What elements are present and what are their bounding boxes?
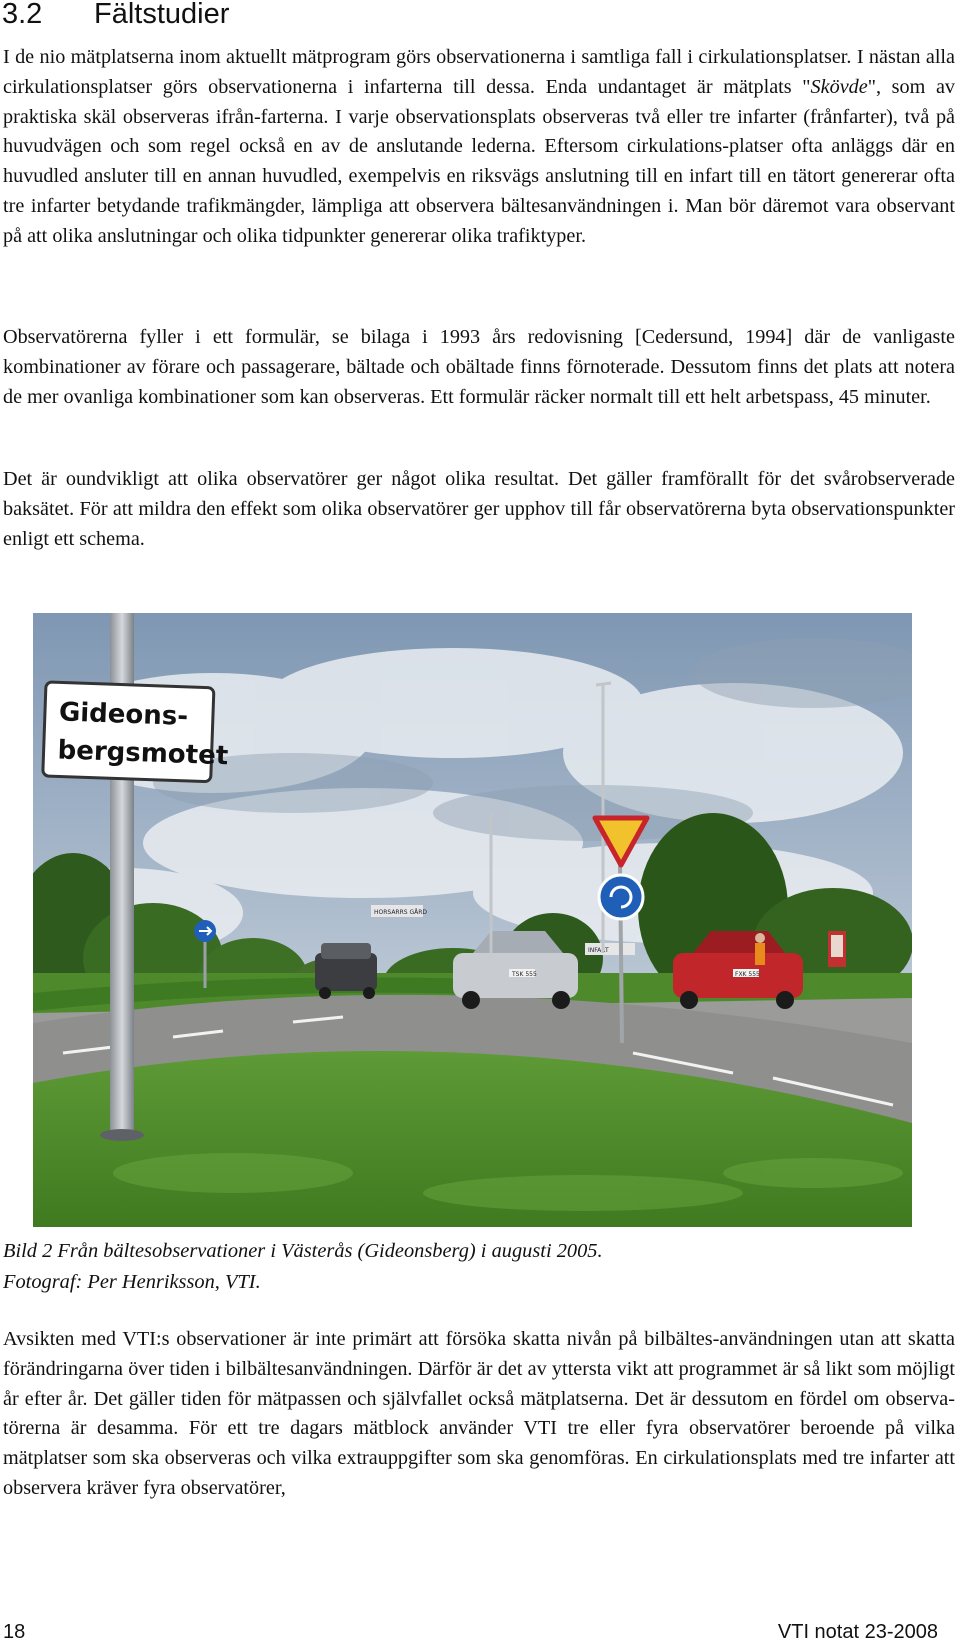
paragraph-purpose: Avsikten med VTI:s observationer är inte primärt att försöka skatta nivån på bilbältes-användningen utan att skatta förändringarna över tiden i bilbältesanvändningen. Därför är det av yttersta vikt att programmet är så likt som möjligt år efter år. Det gäller tiden för mätpassen och självfallet också mätplatserna. Det är dessutom en fördel om observa-törerna är desamma. För ett tre dagars mätblock använder VTI tre eller fyra observatörer beroende på vilka mätplatser som ska observeras och vilka extrauppgifter som ska genomföras. En cirkulationsplats med tre infarter att observera kräver fyra observatörer, bbox=[3, 1328, 955, 1499]
paragraph-form: Observatörerna fyller i ett formulär, se bilaga i 1993 års redovisning [Cedersund, 1994] där de vanligaste kombinationer av förare och passagerare, bältade och obältade finns förnoterade. Dessutom finns det plats att notera de mer ovanliga kombinationer som kan observeras. Ett formulär räcker normalt till ett helt arbetspass, 45 minuter. bbox=[3, 326, 955, 408]
plate-red: FXK 555 bbox=[735, 971, 760, 978]
site-name-italic: Skövde bbox=[810, 75, 868, 98]
roundabout-photo bbox=[33, 613, 912, 1227]
observer-person bbox=[755, 933, 765, 965]
figure-caption bbox=[3, 1236, 943, 1298]
caption-line-2: Fotograf: Per Henriksson, VTI. bbox=[3, 1271, 261, 1293]
caption-line-1: Bild 2 Från bältesobservationer i Västerås (Gideonsberg) i augusti 2005. bbox=[3, 1240, 603, 1262]
red-booth bbox=[828, 931, 846, 967]
place-name-sign bbox=[43, 682, 231, 782]
sign-text-line1: Gideons- bbox=[58, 697, 189, 732]
car-dark bbox=[315, 943, 377, 999]
plate-silver: TSK 555 bbox=[512, 971, 537, 978]
svg-text:HORSARRS GÅRD: HORSARRS GÅRD bbox=[374, 909, 428, 916]
paragraph-observers: Det är oundvikligt att olika observatörer ger något olika resultat. Det gäller framförallt för det svårobserverade baksätet. För att mildra den effekt som olika observatörer ger upphov till får observatörerna byta observationspunkter enligt ett schema. bbox=[3, 468, 955, 550]
sign-text-line2: bergsmotet bbox=[57, 735, 229, 772]
publication-id: VTI notat 23-2008 bbox=[777, 1621, 938, 1643]
section-number: 3.2 bbox=[2, 0, 43, 30]
pole-base bbox=[100, 1129, 144, 1141]
page-number: 18 bbox=[3, 1621, 26, 1643]
section-heading bbox=[2, 0, 229, 32]
svg-text:INFART: INFART bbox=[588, 947, 609, 954]
section-title: Fältstudier bbox=[94, 0, 230, 30]
paragraph-observation-sites: I de nio mätplatserna inom aktuellt mätprogram görs observationerna i samtliga fall i cirkulationsplatser. I nästan alla cirkulationsplatser görs observationerna i infarterna till dessa. Enda undantaget är mätplats "Skövde", som av praktiska skäl observeras ifrån-farterna. I varje observationsplats observeras två eller tre infarter (frånfarter), två på huvudvägen och som regel också en av de anslutande lederna. Eftersom cirkulations-platser ofta anläggs där en huvudled ansluter till en annan huvudled, exempelvis en riksvägs anslutning till en infart till en tätort genererar ofta tre infarter betydande trafikmängder, lämpliga att observera bältesanvändningen i. Man bör däremot vara observant på att olika anslutningar och olika tidpunkter genererar olika trafiktyper. bbox=[3, 46, 956, 247]
